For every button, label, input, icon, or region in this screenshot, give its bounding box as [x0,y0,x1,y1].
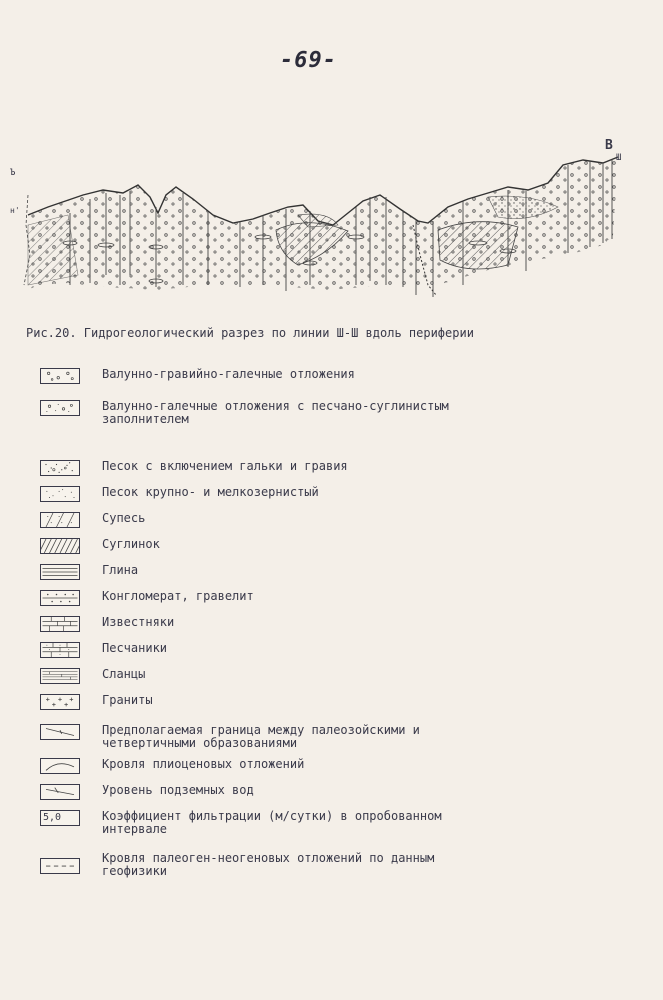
legend-swatch-dots [40,486,80,502]
legend-swatch-boundary [40,724,80,740]
legend-swatch-number [40,810,80,826]
legend-swatch-hatch [40,538,80,554]
legend-label: Супесь [102,511,146,525]
legend-label: Кровля палеоген-неогеновых отложений по данным геофизики [102,851,435,878]
legend-swatch-dots-dense [40,460,80,476]
legend-label: Кровля плиоценовых отложений [102,757,305,771]
legend-label: Граниты [102,693,153,707]
legend-swatch-conglomerate [40,590,80,606]
legend-swatch-dots-hatch [40,512,80,528]
section-start-label: Ъ [10,168,16,178]
legend-label: Песок крупно- и мелкозернистый [102,485,319,499]
legend-label: Песок с включением гальки и гравия [102,459,348,473]
hydrogeological-section-figure [8,135,638,305]
section-end-label: B [605,138,613,153]
legend-swatch-circles [40,368,80,384]
legend-swatch-slash-line [40,784,80,800]
legend-swatch-hlines [40,564,80,580]
page-number: -69- [280,48,337,73]
legend-swatch-crosses [40,694,80,710]
section-start-sublabel: н' [10,206,20,215]
legend-swatch-value: 5,0 [43,812,62,823]
legend-swatch-arc [40,758,80,774]
legend-label: Глина [102,563,139,577]
legend-label: Известняки [102,615,175,629]
legend-swatch-bricks-dots [40,642,80,658]
section-end-sublabel: Ш [616,153,622,163]
legend-swatch-dash [40,858,80,874]
legend-label: Сланцы [102,667,146,681]
legend-label: Суглинок [102,537,160,551]
legend-swatch-circles-dots [40,400,80,416]
figure-caption: Рис.20. Гидрогеологический разрез по линии Ш-Ш вдоль периферии [26,326,474,340]
legend-label: Валунно-галечные отложения с песчано-суглинистым заполнителем [102,399,449,426]
legend-swatch-slate [40,668,80,684]
legend-label: Валунно-гравийно-галечные отложения [102,367,355,381]
legend-label: Уровень подземных вод [102,783,254,797]
legend-label: Предполагаемая граница между палеозойскими и четвертичными образованиями [102,723,420,750]
legend-label: Песчаники [102,641,168,655]
legend-label: Коэффициент фильтрации (м/сутки) в опробованном интервале [102,809,442,836]
legend-swatch-bricks [40,616,80,632]
section-drawing [8,135,638,305]
legend-label: Конгломерат, гравелит [102,589,254,603]
